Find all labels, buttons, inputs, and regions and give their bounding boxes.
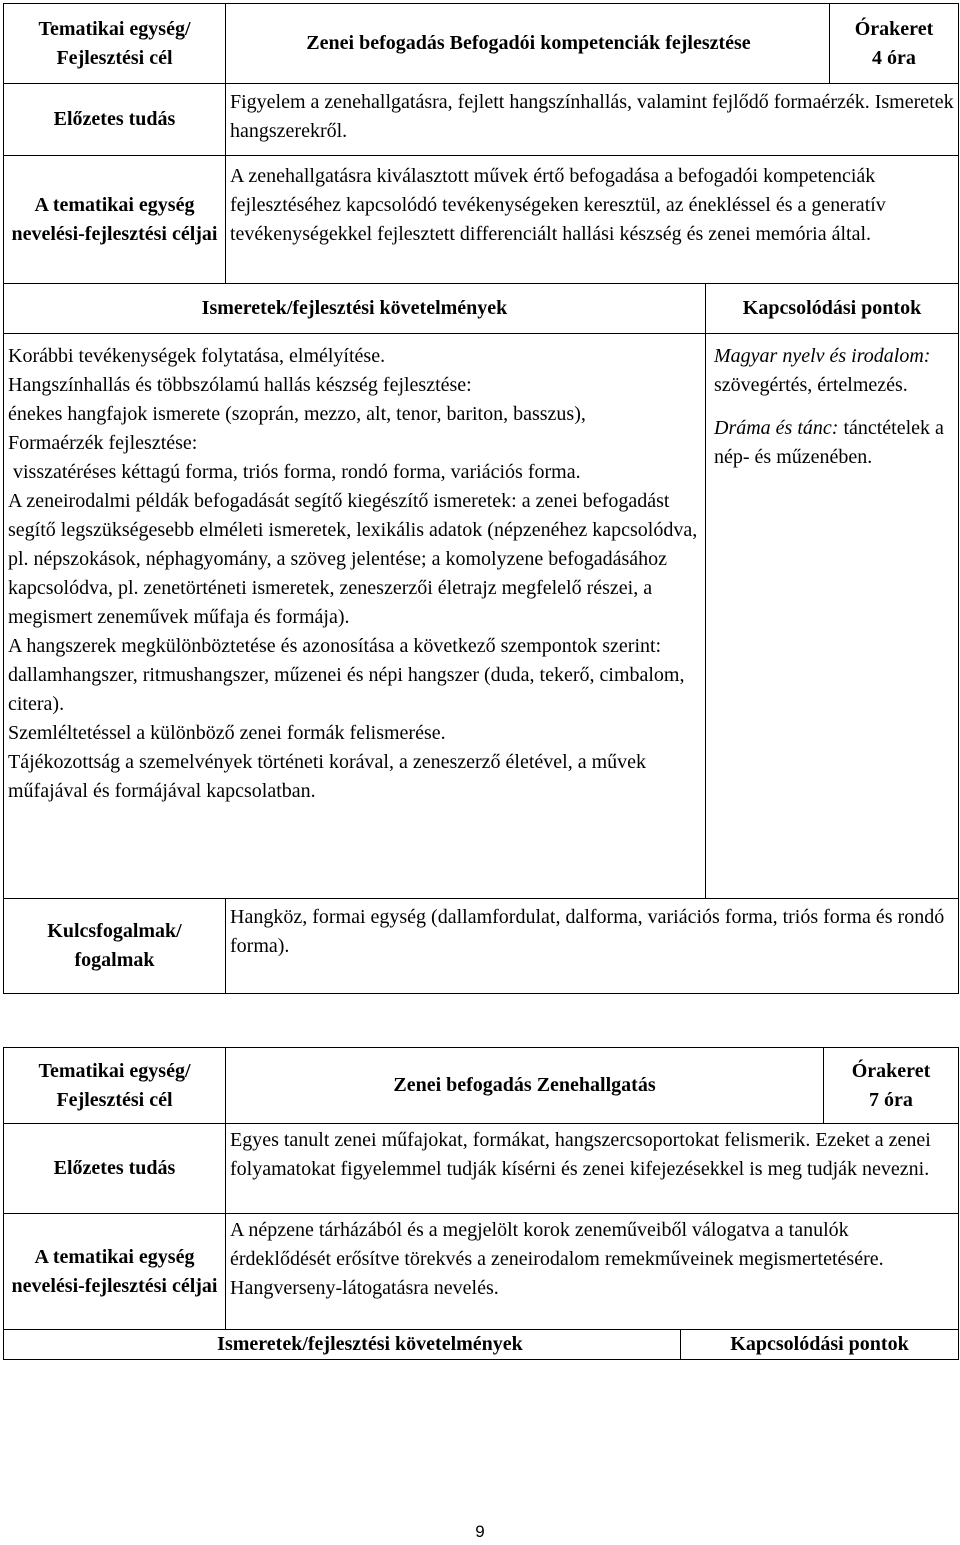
unit-table-1	[3, 3, 959, 994]
requirement-item: A hangszerek megkülönböztetése és azonosítása a következő szempontok szerint: dallamhangszer, ritmushangszer, műzenei és népi hangszer (duda, tekerő, cimbalom, citera).	[8, 635, 685, 715]
hours-cell	[824, 1048, 959, 1124]
requirement-item: Korábbi tevékenységek folytatása, elmélyítése.	[8, 345, 386, 367]
unit-label-text: Tematikai egység/ Fejlesztési cél	[38, 1059, 191, 1111]
connection-subject: Magyar nyelv és irodalom:	[714, 345, 931, 367]
prior-knowledge-label-text: Előzetes tudás	[53, 1157, 176, 1179]
keywords-cell	[226, 899, 959, 994]
hours-value: 4 óra	[872, 46, 916, 69]
connection-subject: Dráma és tánc:	[714, 417, 839, 439]
prior-knowledge-cell	[226, 84, 959, 156]
connections-cell	[706, 334, 959, 899]
unit-table-2	[3, 1047, 959, 1360]
connections-header	[706, 284, 959, 334]
connection-text: tánctételek a nép- és műzenében.	[714, 417, 944, 468]
hours-value: 7 óra	[869, 1088, 913, 1111]
goals-label-text: A tematikai egység nevelési-fejlesztési céljai	[11, 1245, 218, 1297]
goals-text: A népzene tárházából és a megjelölt korok zeneműveiből válogatva a tanulók érdeklődését erősítve törekvés a zeneirodalom remekműveinek megismertetésére.	[230, 1219, 884, 1270]
hours-cell	[830, 4, 959, 84]
unit-label-text: Tematikai egység/ Fejlesztési cél	[38, 17, 191, 69]
requirements-header-text: Ismeretek/fejlesztési követelmények	[217, 1333, 523, 1355]
prior-knowledge-cell	[226, 1124, 959, 1214]
requirements-header-text: Ismeretek/fejlesztési követelmények	[201, 297, 508, 319]
requirement-item: Tájékozottság a szemelvények történeti korával, a zeneszerző életével, a művek műfajával és formájával kapcsolatban.	[8, 751, 647, 802]
keywords-label	[4, 899, 226, 994]
goals-label-text: A tematikai egység nevelési-fejlesztési céljai	[11, 193, 218, 245]
goals-label	[4, 156, 226, 284]
keywords-text: Hangköz, formai egység (dallamfordulat, dalforma, variációs forma, triós forma és rondó forma).	[230, 906, 945, 957]
goals-text: A zenehallgatásra kiválasztott művek értő befogadása a befogadói kompetenciák fejlesztéséhez kapcsolódó tevékenységeken keresztül, az énekléssel és a generatív tevékenységekkel fejlesztett differenciált hallási készség és zenei memória által.	[230, 165, 886, 245]
requirement-item: Szemléltetéssel a különböző zenei formák felismerése.	[8, 722, 446, 744]
requirement-item: Hangszínhallás és többszólamú hallás készség fejlesztése:	[8, 374, 472, 396]
connections-header	[681, 1330, 959, 1360]
unit-title: Zenei befogadás Befogadói kompetenciák fejlesztése	[306, 32, 751, 54]
prior-knowledge-label	[4, 1124, 226, 1214]
goals-label	[4, 1214, 226, 1330]
page-number: 9	[475, 1522, 485, 1541]
hours-label: Órakeret	[854, 17, 934, 40]
unit-title: Zenei befogadás Zenehallgatás	[393, 1074, 656, 1096]
hours-label: Órakeret	[851, 1059, 931, 1082]
prior-knowledge-label-text: Előzetes tudás	[53, 108, 176, 130]
connection-text: szövegértés, értelmezés.	[714, 374, 908, 396]
connections-header-text: Kapcsolódási pontok	[742, 297, 922, 319]
goals-text: Hangverseny-látogatásra nevelés.	[230, 1277, 499, 1299]
unit-title-cell	[226, 4, 830, 84]
unit-label	[4, 1048, 226, 1124]
requirements-header	[4, 284, 706, 334]
prior-knowledge-label	[4, 84, 226, 156]
connection-item	[714, 342, 954, 400]
unit-title-cell	[226, 1048, 824, 1124]
connection-item	[714, 414, 954, 472]
requirement-item: énekes hangfajok ismerete (szoprán, mezzo, alt, tenor, bariton, basszus),	[8, 403, 586, 425]
requirement-item: A zeneirodalmi példák befogadását segítő kiegészítő ismeretek: a zenei befogadást segítő legszükségesebb elméleti ismeretek, lexikális adatok (népzenéhez kapcsolódva, pl. népszokások, néphagyomány, a szöveg jelentése; a komolyzene befogadásához kapcsolódva, pl. zenetörténeti ismeretek, zeneszerzői életrajz megfelelő részei, a megismert zeneművek műfaja és formája).	[8, 490, 698, 628]
requirements-header	[4, 1330, 681, 1360]
goals-cell	[226, 156, 959, 284]
goals-cell	[226, 1214, 959, 1330]
unit-label	[4, 4, 226, 84]
requirement-item: visszatéréses kéttagú forma, triós forma, rondó forma, variációs forma.	[8, 461, 581, 483]
connections-header-text: Kapcsolódási pontok	[730, 1333, 909, 1355]
requirements-cell	[4, 334, 706, 899]
prior-knowledge-text: Figyelem a zenehallgatásra, fejlett hangszínhallás, valamint fejlődő formaérzék. Ismeretek hangszerekről.	[230, 91, 954, 142]
requirement-item: Formaérzék fejlesztése:	[8, 432, 198, 454]
prior-knowledge-text: Egyes tanult zenei műfajokat, formákat, hangszercsoportokat felismerik. Ezeket a zenei folyamatokat figyelemmel tudják kísérni és zenei kifejezésekkel is meg tudják nevezni.	[230, 1129, 931, 1180]
keywords-label-text: Kulcsfogalmak/ fogalmak	[47, 920, 182, 971]
